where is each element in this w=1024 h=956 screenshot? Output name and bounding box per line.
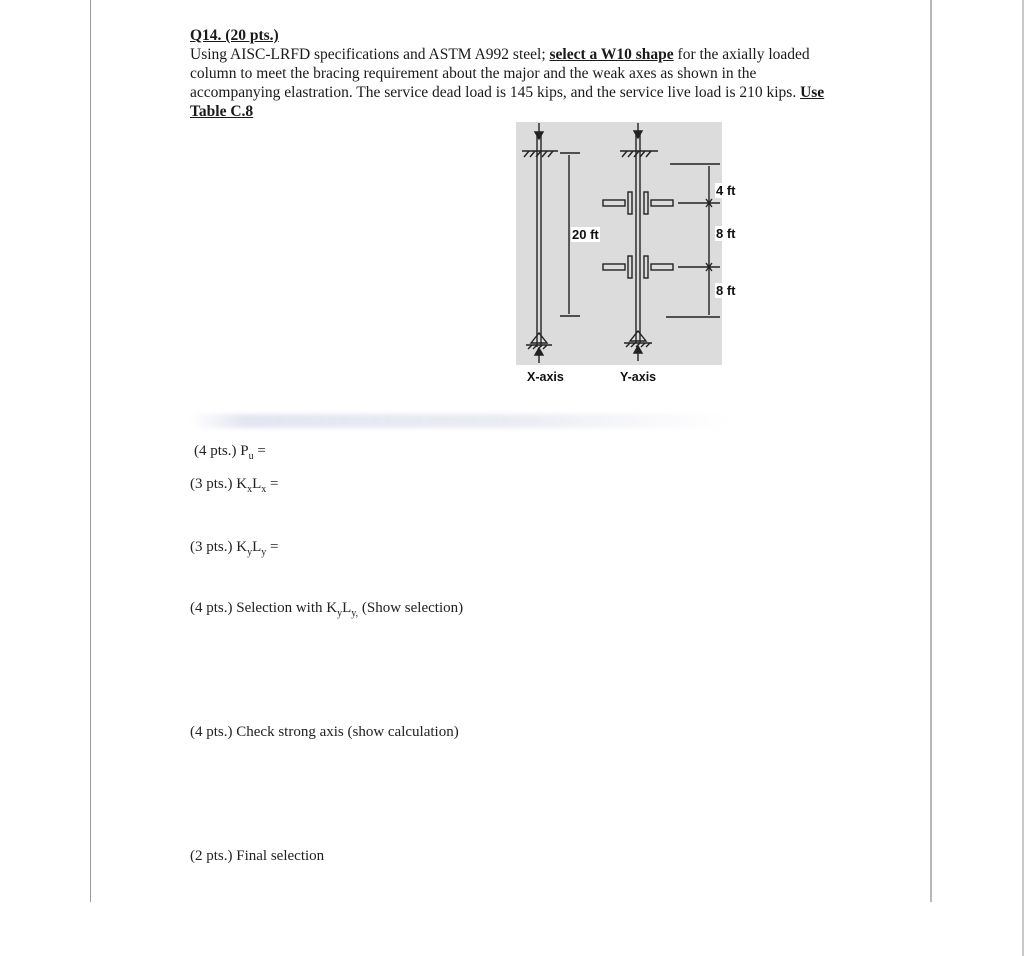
part-pu-eq: = (253, 443, 266, 459)
question-title: Q14. (20 pts.) (190, 27, 279, 44)
table-reference: Use Table C.8 (190, 84, 825, 120)
part-selection-k: K (326, 600, 338, 616)
part-strong-axis-text: Check strong axis (show calculation) (236, 724, 459, 740)
part-selection-l: L (342, 600, 352, 616)
part-selection (190, 600, 463, 619)
part-selection-text: Selection with (236, 600, 327, 616)
page-left-edge (90, 0, 91, 902)
part-kxlx-l: L (252, 476, 262, 492)
part-kxlx (190, 476, 278, 495)
x-axis-label: X-axis (527, 370, 564, 384)
part-kyly-k-sub: y (247, 547, 253, 558)
part-kxlx-points: (3 pts.) (190, 476, 233, 492)
question-intro: Using AISC-LRFD specifications and ASTM A992 steel; (190, 46, 550, 63)
part-selection-k-sub: y (337, 608, 343, 619)
dimension-8ft-bottom: 8 ft (716, 283, 736, 298)
part-kyly-eq: = (266, 539, 279, 555)
part-pu-sub: u (248, 451, 254, 462)
question-middle: for the axially loaded column to meet the bracing requirement about the major and the weak axes as shown in the accompanying elastration. The service dead load is 145 kips, and the service live load is 210 kips. (190, 46, 810, 101)
part-kyly-l: L (252, 539, 262, 555)
part-pu (194, 443, 266, 462)
part-kxlx-eq: = (266, 476, 279, 492)
dimension-4ft: 4 ft (716, 183, 736, 198)
dimension-8ft-middle: 8 ft (716, 226, 736, 241)
page-right-edge (930, 0, 932, 902)
part-pu-symbol: P (240, 443, 249, 459)
x-axis-column (522, 123, 580, 363)
part-final-selection (190, 848, 324, 865)
question-text (190, 45, 830, 121)
blurred-text-line (190, 414, 730, 428)
y-axis-column (603, 123, 720, 361)
part-final-points: (2 pts.) (190, 848, 233, 864)
part-kyly-l-sub: y (261, 547, 267, 558)
part-selection-points: (4 pts.) (190, 600, 233, 616)
part-kxlx-k-sub: x (247, 484, 253, 495)
dimension-20ft: 20 ft (572, 227, 599, 242)
part-pu-points: (4 pts.) (194, 443, 237, 459)
part-kxlx-l-sub: x (261, 484, 267, 495)
y-axis-label: Y-axis (620, 370, 657, 384)
part-kyly-k: K (236, 539, 248, 555)
part-kyly (190, 539, 278, 558)
part-selection-rest: (Show selection) (358, 600, 464, 616)
part-strong-axis-points: (4 pts.) (190, 724, 233, 740)
part-selection-l-sub: y, (351, 608, 359, 619)
part-final-text: Final selection (236, 848, 325, 864)
part-kyly-points: (3 pts.) (190, 539, 233, 555)
select-w10-phrase: select a W10 shape (549, 46, 674, 63)
part-kxlx-k: K (236, 476, 248, 492)
part-strong-axis (190, 724, 459, 741)
